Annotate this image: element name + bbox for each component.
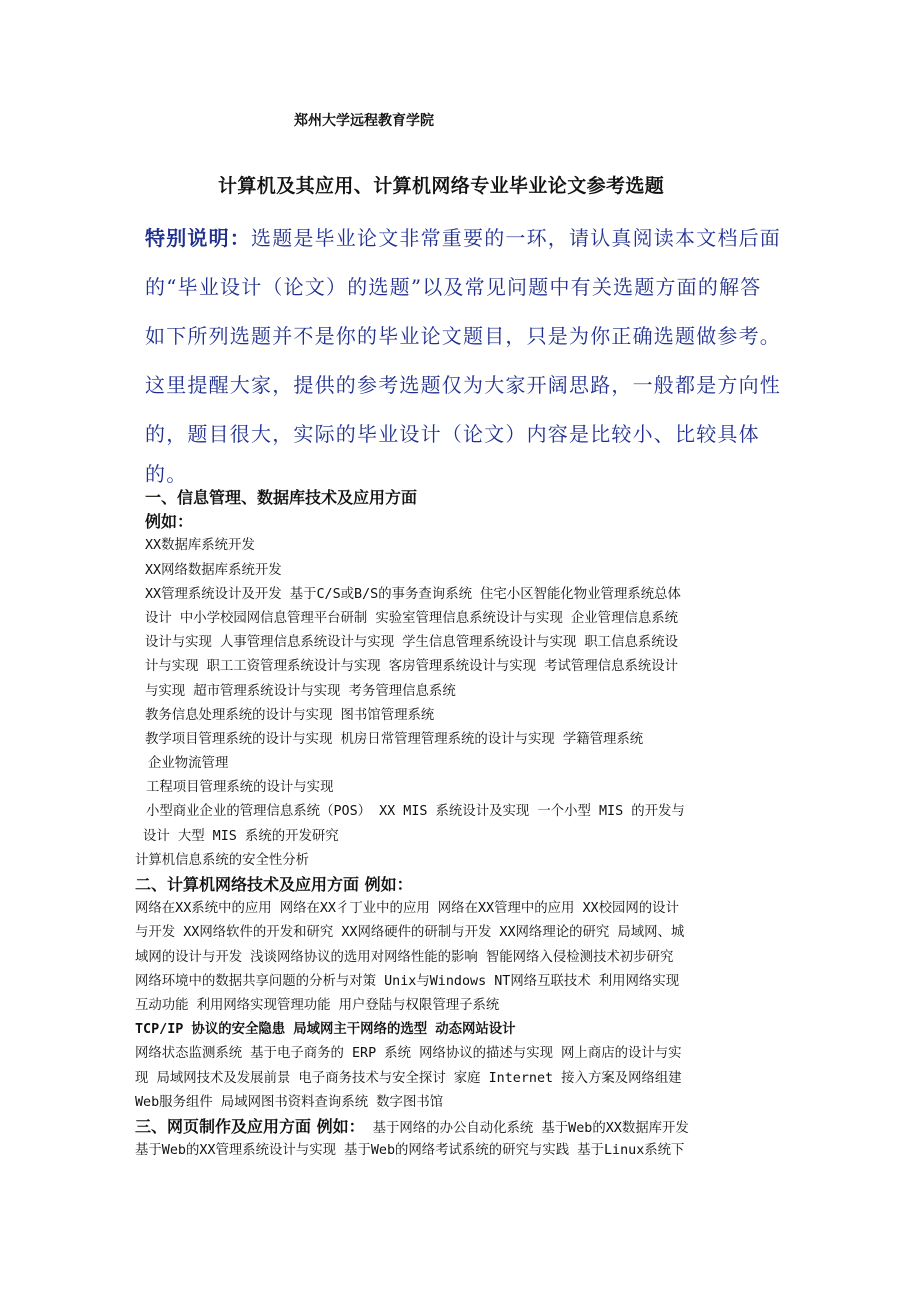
document-title: 计算机及其应用、计算机网络专业毕业论文参考选题 [218,175,665,197]
topic-line: TCP/IP 协议的安全隐患 局域网主干网络的选型 动态网站设计 [135,1022,516,1038]
topic-line: XX网络数据库系统开发 [145,562,282,578]
notice-line [145,214,805,263]
topic-line: XX数据库系统开发 [145,538,255,554]
topic-line: 计与实现 职工工资管理系统设计与实现 客房管理系统设计与实现 考试管理信息系统设计 [145,659,679,675]
topic-line: 与开发 XX网络软件的开发和研究 XX网络硬件的研制与开发 XX网络理论的研究 局域网、城 [135,925,685,941]
topic-line: 互动功能 利用网络实现管理功能 用户登陆与权限管理子系统 [135,997,500,1013]
notice-line: 这里提醒大家，提供的参考选题仅为大家开阔思路，一般都是方向性 [145,373,781,397]
topic-line: 设计与实现 人事管理信息系统设计与实现 学生信息管理系统设计与实现 职工信息系统设 [145,635,679,651]
topic-line: 域网的设计与开发 浅谈网络协议的选用对网络性能的影响 智能网络入侵检测技术初步研究 [135,949,674,965]
topic-line: 网络环境中的数据共享问题的分析与对策 Unix与Windows NT网络互联技术 利用网络实现 [135,973,680,989]
topic-line: 与实现 超市管理系统设计与实现 考务管理信息系统 [145,683,456,699]
topic-line: 工程项目管理系统的设计与实现 [146,780,334,796]
topic-line: 现 局域网技术及发展前景 电子商务技术与安全探讨 家庭 Internet 接入方案及网络组建 [135,1070,682,1086]
special-notice [145,214,805,489]
notice-label: 特别说明： [145,226,251,250]
topic-line: 设计 中小学校园网信息管理平台研制 实验室管理信息系统设计与实现 企业管理信息系统 [145,610,679,626]
section3-heading: 三、网页制作及应用方面 例如： [135,1116,365,1136]
section2-heading: 二、计算机网络技术及应用方面 例如： [135,875,413,894]
topic-line: 教务信息处理系统的设计与实现 图书馆管理系统 [145,707,435,723]
topic-line: 网络状态监测系统 基于电子商务的 ERP 系统 网络协议的描述与实现 网上商店的设计与实 [135,1046,682,1062]
topic-line: 设计 大型 MIS 系统的开发研究 [143,828,339,844]
topic-line: XX管理系统设计及开发 基于C/S或B/S的事务查询系统 住宅小区智能化物业管理系统总体 [145,586,681,602]
topic-line: 企业物流管理 [148,756,229,772]
topics-content [135,486,800,1163]
section1-example-label: 例如： [145,512,194,532]
section1-heading: 一、信息管理、数据库技术及应用方面 [145,488,418,507]
topic-line: 计算机信息系统的安全性分析 [135,852,310,868]
section3-first-line [135,1115,800,1139]
notice-line: 的。 [145,462,188,486]
topic-line: Web服务组件 局域网图书资料查询系统 数字图书馆 [135,1094,444,1110]
topic-line: 网络在XX系统中的应用 网络在XX彳丁业中的应用 网络在XX管理中的应用 XX校园网的设计 [135,901,679,917]
notice-line: 如下所列选题并不是你的毕业论文题目，只是为你正确选题做参考。 [145,324,781,348]
institution-name: 郑州大学远程教育学院 [294,113,434,129]
topic-line: 教学项目管理系统的设计与实现 机房日常管理管理系统的设计与实现 学籍管理系统 [145,731,644,747]
topic-line: 基于网络的办公自动化系统 基于Web的XX数据库开发 [372,1120,689,1136]
notice-line: 的，题目很大，实际的毕业设计（论文）内容是比较小、比较具体 [145,422,760,446]
notice-text: 选题是毕业论文非常重要的一环，请认真阅读本文档后面 [251,226,781,250]
topic-line: 基于Web的XX管理系统设计与实现 基于Web的网络考试系统的研究与实践 基于Linux系统下 [135,1143,685,1159]
notice-line: 的“毕业设计（论文）的选题”以及常见问题中有关选题方面的解答 [145,275,762,299]
topic-line: 小型商业企业的管理信息系统（POS） XX MIS 系统设计及实现 一个小型 MIS 的开发与 [146,804,685,820]
